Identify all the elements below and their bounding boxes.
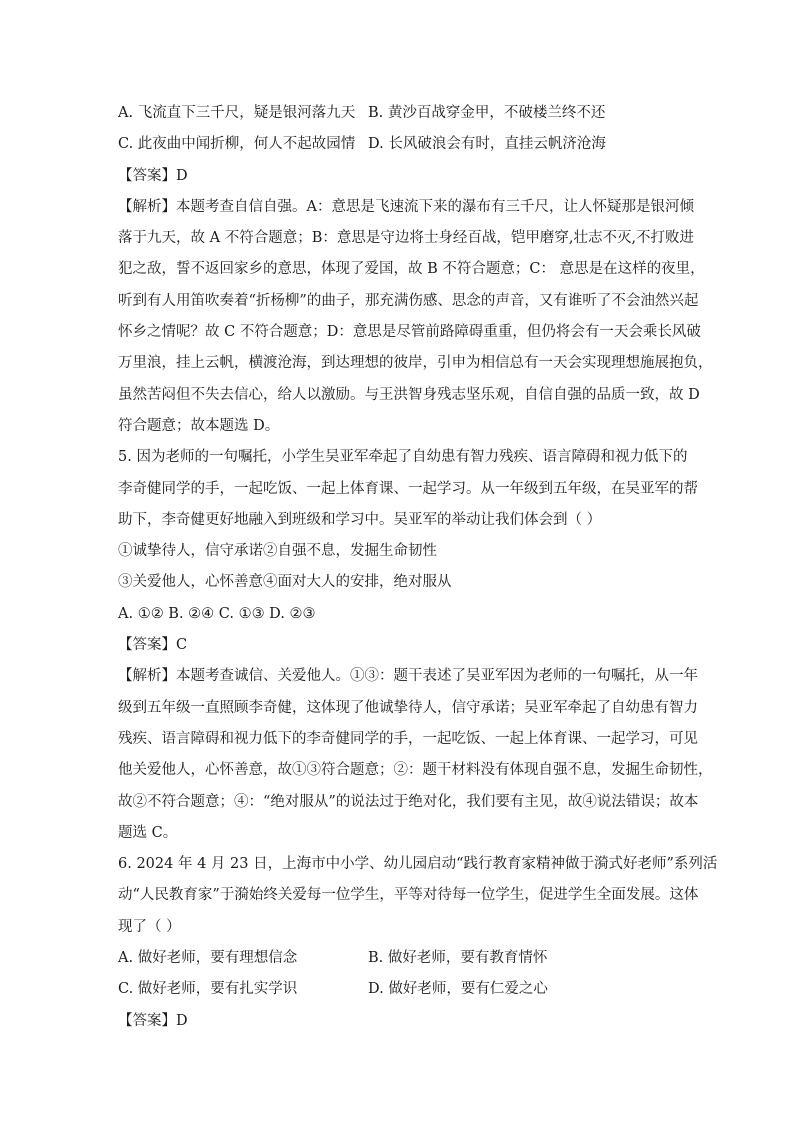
q6-option-a: A. 做好老师，要有理想信念 [118,950,298,967]
q4-analysis-line: 万里浪，挂上云帆，横渡沧海，到达理想的彼岸，引申为相信总有一天会实现理想施展抱负， [118,355,713,372]
q4-analysis-tag: 【解析】 [118,198,176,215]
q4-analysis-text: 本题考查自信自强。A：意思是飞速流下来的瀑布有三千尺，让人怀疑那是银河倾 [176,198,694,215]
q4-analysis-line: 怀乡之情呢？故 C 不符合题意；D：意思是尽管前路障碍重重，但仍将会有一天会乘长风破 [118,324,701,341]
q4-analysis-line: 虽然苦闷但不失去信心，给人以激励。与王洪智身残志坚乐观，自信自强的品质一致，故 D [118,386,700,403]
q4-option-c: C. 此夜曲中闻折柳，何人不起故园情 [118,136,356,153]
q6-stem-line: 动“人民教育家”于漪始终关爱每一位学生，平等对待每一位学生，促进学生全面发展。这体 [118,887,699,904]
q4-answer-value: D [176,167,188,184]
q5-answer [118,630,684,661]
q6-option-b: B. 做好老师，要有教育情怀 [368,950,548,967]
q5-options: A. ①② B. ②④ C. ①③ D. ②③ [118,605,316,622]
q6-option-d: D. 做好老师，要有仁爱之心 [368,981,548,998]
q6-answer-value: D [176,1012,188,1029]
q4-answer [118,161,684,192]
q6-stem-line: 6. 2024 年 4 月 23 日，上海市中小学、幼儿园启动“践行教育家精神做于漪式好老师”系列活 [118,856,718,873]
q5-analysis-line: 级到五年级一直照顾李奇健，这体现了他诚挚待人，信守承诺；吴亚军牵起了自幼患有智力 [118,699,698,716]
q5-statements-2: ③关爱他人，心怀善意④面对大人的安排，绝对服从 [118,574,452,591]
q5-analysis-tag: 【解析】 [118,668,176,685]
q4-option-b: B. 黄沙百战穿金甲，不破楼兰终不还 [368,105,606,121]
q4-analysis-line: 犯之敌，誓不返回家乡的意思，体现了爱国，故 B 不符合题意；C： 意思是在这样的夜里， [118,261,705,278]
q4-analysis-line: 符合题意；故本题选 D。 [118,417,280,434]
q5-statements-1: ①诚挚待人，信守承诺②自强不息，发掘生命韧性 [118,543,437,560]
q5-analysis [118,661,713,849]
q4-answer-tag: 【答案】 [118,167,176,184]
q4-option-d: D. 长风破浪会有时，直挂云帆济沧海 [368,136,606,153]
q4-analysis-line: 落于九天，故 A 不符合题意；B：意思是守边将士身经百战，铠甲磨穿,壮志不灭,不打败进 [118,230,695,247]
q5-answer-tag: 【答案】 [118,637,176,654]
q6-options-row-1 [118,943,684,974]
q6-stem-line: 现了（ ） [118,918,181,935]
document-page [118,98,718,1037]
q5-analysis-line [118,661,698,692]
q6-options-row-2 [118,974,684,1005]
q5-answer-value: C [176,637,188,654]
q5-stem-line: 5. 因为老师的一句嘱托，小学生吴亚军牵起了自幼患有智力残疾、语言障碍和视力低下的 [118,449,688,466]
q6-answer [118,1006,684,1037]
q5-stem-line: 助下，李奇健更好地融入到班级和学习中。吴亚军的举动让我们体会到（ ） [118,511,602,528]
q6-stem [118,849,718,943]
q5-analysis-line: 故②不符合题意；④：“绝对服从”的说法过于绝对化，我们要有主见，故④说法错误；故本 [118,793,699,810]
q5-analysis-line: 题选 C。 [118,824,178,841]
q5-analysis-line: 他关爱他人，心怀善意，故①③符合题意；②：题干材料没有体现自强不息，发掘生命韧性， [118,762,713,779]
q6-answer-tag: 【答案】 [118,1012,176,1029]
q4-options-row-2 [118,129,684,160]
q5-stem-line: 李奇健同学的手，一起吃饭、一起上体育课、一起学习。从一年级到五年级，在吴亚军的帮 [118,480,698,497]
q4-options-row-1 [118,98,684,129]
q4-analysis-line: 听到有人用笛吹奏着“折杨柳”的曲子，那充满伤感、思念的声音，又有谁听了不会油然兴起 [118,292,699,309]
q4-analysis [118,192,713,442]
q6-option-c: C. 做好老师，要有扎实学识 [118,981,298,998]
q4-analysis-line [118,192,694,223]
q5-stem [118,442,698,536]
q4-option-a: A. 飞流直下三千尺，疑是银河落九天 [118,105,356,121]
q5-analysis-line: 残疾、语言障碍和视力低下的李奇健同学的手，一起吃饭、一起上体育课、一起学习，可见 [118,730,698,747]
q5-analysis-text: 本题考查诚信、关爱他人。①③：题干表述了吴亚军因为老师的一句嘱托，从一年 [176,668,698,685]
